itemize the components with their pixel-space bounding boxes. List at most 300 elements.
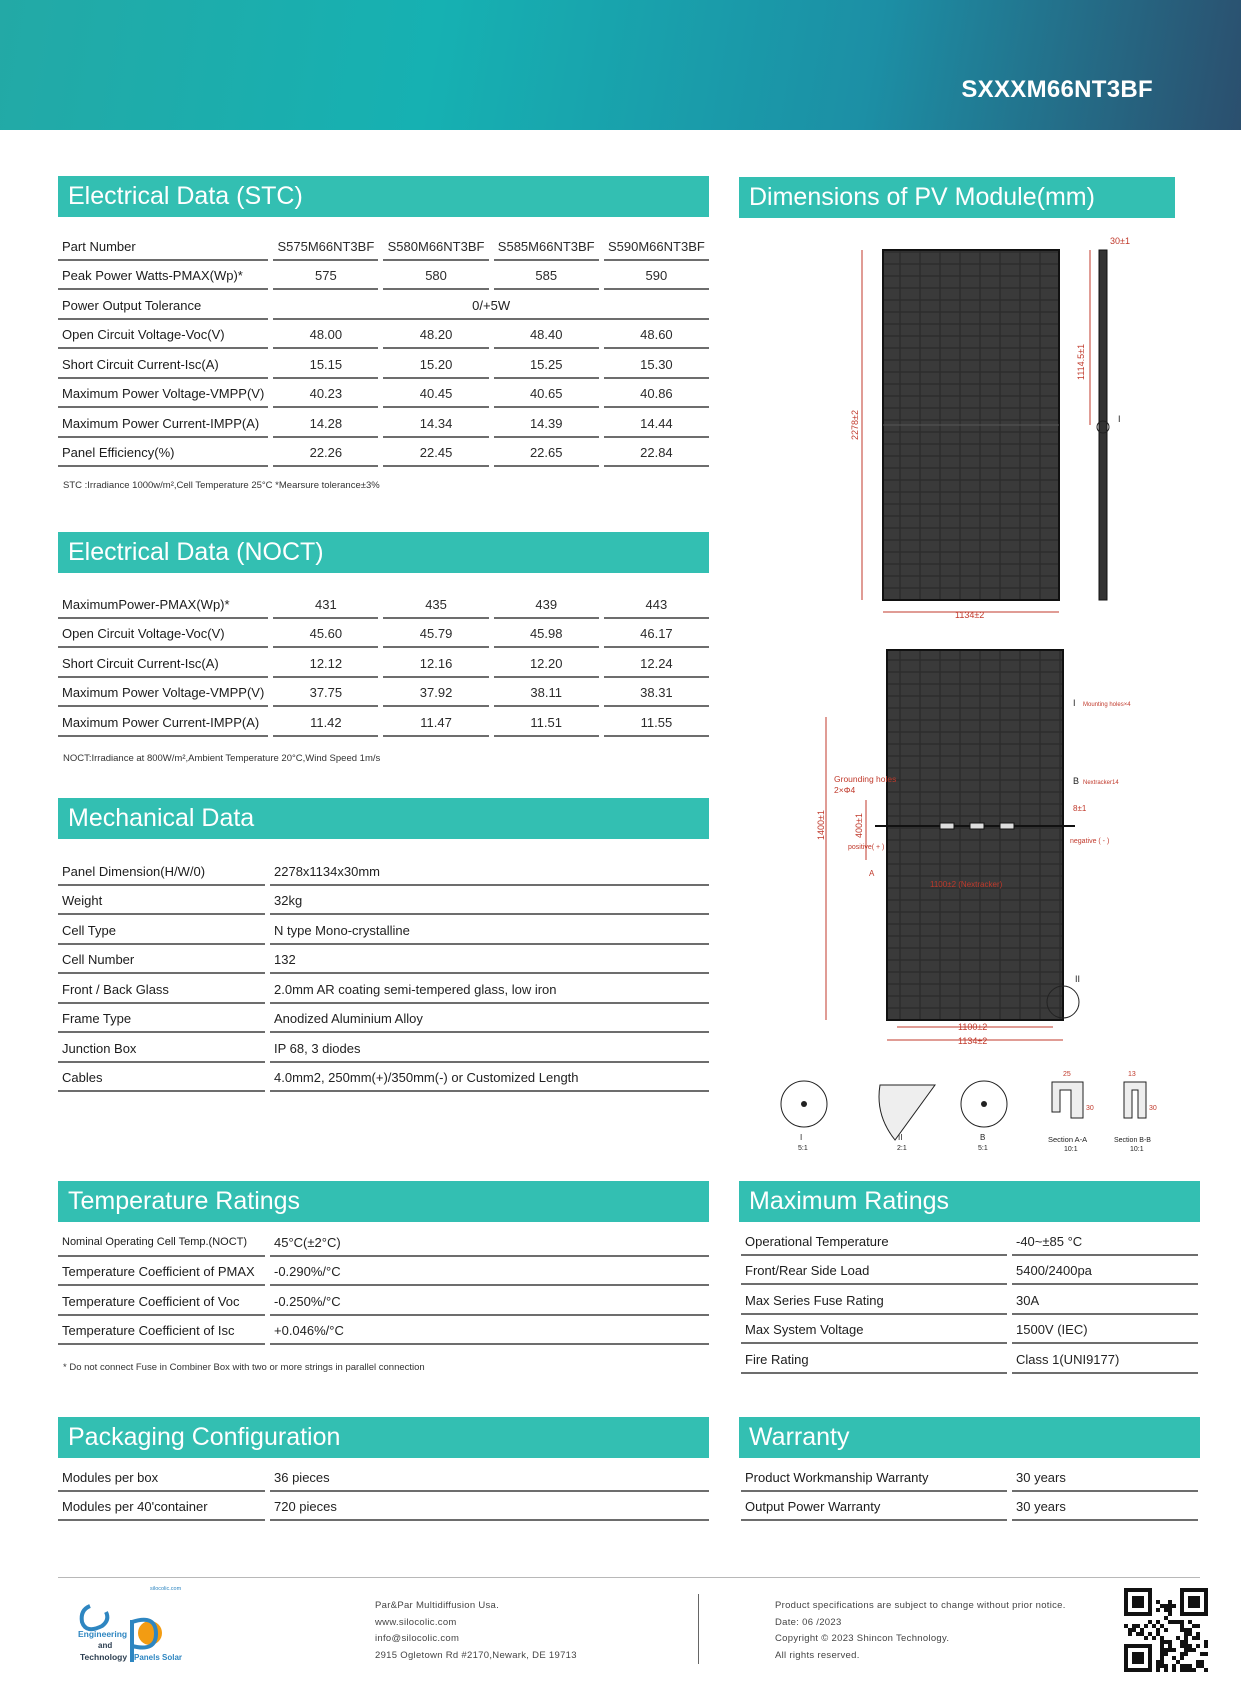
cell-value: 40.23 [273, 379, 378, 409]
table-row [58, 974, 709, 1004]
qr-module [1196, 1632, 1200, 1636]
b-mark: B [1073, 776, 1080, 786]
cell-value: 0/+5W [273, 290, 709, 320]
qr-module [1156, 1608, 1160, 1612]
section-aa-profile [1052, 1082, 1083, 1118]
qr-module [1184, 1640, 1188, 1644]
detail-i-name: I [800, 1133, 803, 1142]
module-back-view [887, 650, 1063, 1020]
qr-module [1192, 1668, 1196, 1672]
table-row [58, 1227, 709, 1257]
table-row [58, 678, 709, 708]
legal-rights: All rights reserved. [775, 1649, 860, 1661]
cell-value: 580 [383, 261, 488, 291]
table-row [58, 619, 709, 649]
table-row [58, 915, 709, 945]
logo-url: silocolic.com [150, 1586, 182, 1592]
table-row [58, 349, 709, 379]
row-label: Maximum Power Current-IMPP(A) [58, 408, 268, 438]
qr-module [1160, 1636, 1164, 1640]
cell-value: 14.28 [273, 408, 378, 438]
qr-module [1160, 1664, 1164, 1668]
legal-notice: Product specifications are subject to change without prior notice. [775, 1600, 1066, 1611]
row-label: Temperature Coefficient of Voc [58, 1286, 265, 1316]
table-row [58, 320, 709, 350]
dim-1100-nextracker: 1100±2 (Nextracker) [930, 880, 1003, 889]
cell-value: IP 68, 3 diodes [270, 1033, 709, 1063]
table-row [58, 290, 709, 320]
qr-module [1196, 1624, 1200, 1628]
junction-box [940, 823, 954, 829]
table-row [58, 1063, 709, 1093]
row-label: Output Power Warranty [741, 1492, 1007, 1522]
qr-module [1144, 1624, 1148, 1628]
cell-value: N type Mono-crystalline [270, 915, 709, 945]
cell-value: 36 pieces [270, 1462, 709, 1492]
qr-module [1204, 1668, 1208, 1672]
row-label: Product Workmanship Warranty [741, 1462, 1007, 1492]
qr-module [1132, 1624, 1136, 1628]
qr-module [1176, 1636, 1180, 1640]
stc-col-model: S580M66NT3BF [383, 231, 488, 261]
qr-module [1156, 1668, 1160, 1672]
cell-value: 48.60 [604, 320, 709, 350]
qr-code-icon[interactable] [1124, 1588, 1208, 1672]
row-label: Open Circuit Voltage-Voc(V) [58, 320, 268, 350]
table-row [58, 1462, 709, 1492]
cell-value: 14.39 [494, 408, 599, 438]
cell-value: 1500V (IEC) [1012, 1315, 1198, 1345]
qr-module [1164, 1648, 1168, 1652]
company-email[interactable]: info@silocolic.com [375, 1633, 460, 1644]
qr-module [1184, 1644, 1188, 1648]
cell-value: 12.16 [383, 648, 488, 678]
cell-value: 38.11 [494, 678, 599, 708]
warranty-table [736, 1462, 1203, 1521]
dim-400: 400±1 [854, 813, 864, 838]
table-row [741, 1285, 1198, 1315]
pv-module-drawing [798, 230, 1157, 1153]
dim-1400: 1400±1 [816, 810, 826, 840]
row-label: Cell Number [58, 945, 265, 975]
qr-module [1164, 1652, 1168, 1656]
section-aa-scale: 10:1 [1064, 1146, 1078, 1153]
cell-value: 720 pieces [270, 1492, 709, 1522]
cell-value: 40.65 [494, 379, 599, 409]
qr-module [1180, 1640, 1184, 1644]
qr-module [1196, 1664, 1200, 1668]
company-name: Par&Par Multidiffusion Usa. [375, 1600, 500, 1611]
cell-value: 11.42 [273, 707, 378, 737]
logo-e-glyph [82, 1606, 108, 1629]
table-row [58, 1492, 709, 1522]
table-row [58, 945, 709, 975]
ground-label-2: 2×Φ4 [834, 785, 856, 795]
stc-col-label: Part Number [58, 231, 268, 261]
ground-label: Grounding holes [834, 774, 897, 784]
qr-module [1192, 1636, 1196, 1640]
cell-value: 11.55 [604, 707, 709, 737]
qr-module [1152, 1624, 1156, 1628]
qr-module [1184, 1636, 1188, 1640]
dim-height: 2278±2 [850, 410, 860, 440]
cell-value: 12.24 [604, 648, 709, 678]
row-label: Panel Dimension(H/W/0) [58, 856, 265, 886]
cell-value: 22.26 [273, 438, 378, 468]
cell-value: 15.15 [273, 349, 378, 379]
cell-value: Class 1(UNI9177) [1012, 1344, 1198, 1374]
qr-module [1184, 1632, 1188, 1636]
cell-value: 585 [494, 261, 599, 291]
qr-module [1164, 1628, 1168, 1632]
qr-module [1172, 1664, 1176, 1668]
qr-module [1140, 1628, 1144, 1632]
table-row [58, 1257, 709, 1287]
detail-i-scale: 5:1 [798, 1145, 808, 1152]
legal-date: Date: 06 /2023 [775, 1616, 842, 1628]
cell-value: -0.290%/°C [270, 1257, 709, 1287]
section-bb-scale: 10:1 [1130, 1146, 1144, 1153]
table-row [741, 1492, 1198, 1522]
cell-value: 15.20 [383, 349, 488, 379]
table-row [58, 408, 709, 438]
qr-module [1184, 1628, 1188, 1632]
cell-value: -40~±85 °C [1012, 1226, 1198, 1256]
detail-i-hole [801, 1101, 807, 1107]
cell-value: 22.65 [494, 438, 599, 468]
cell-value: 45.79 [383, 619, 488, 649]
cell-value: 45.60 [273, 619, 378, 649]
row-label: Power Output Tolerance [58, 290, 268, 320]
table-row [58, 589, 709, 619]
detail-b-hole [981, 1101, 987, 1107]
qr-module [1168, 1644, 1172, 1648]
cell-value: 14.44 [604, 408, 709, 438]
row-label: Short Circuit Current-Isc(A) [58, 349, 268, 379]
qr-module [1196, 1636, 1200, 1640]
qr-module [1136, 1624, 1140, 1628]
qr-module [1200, 1652, 1204, 1656]
qr-module [1188, 1664, 1192, 1668]
cell-value: 38.31 [604, 678, 709, 708]
detail-ii-shape [879, 1085, 935, 1140]
detail-b-scale: 5:1 [978, 1145, 988, 1152]
qr-module [1164, 1616, 1168, 1620]
cell-value: 40.45 [383, 379, 488, 409]
cell-value: +0.046%/°C [270, 1316, 709, 1346]
cell-value: 32kg [270, 886, 709, 916]
junction-box [1000, 823, 1014, 829]
qr-module [1184, 1648, 1188, 1652]
stc-table [53, 231, 714, 467]
cell-value: 435 [383, 589, 488, 619]
b-label: Nextracker14 [1083, 780, 1119, 786]
qr-module [1172, 1620, 1176, 1624]
a-mark: A [869, 869, 875, 878]
cell-value: 132 [270, 945, 709, 975]
cell-value: 439 [494, 589, 599, 619]
dim-width-top: 1134±2 [955, 610, 985, 620]
qr-module [1192, 1648, 1196, 1652]
section-aa-name: Section A-A [1048, 1135, 1088, 1144]
row-label: Operational Temperature [741, 1226, 1007, 1256]
logo-word: Engineering [78, 1629, 128, 1639]
qr-module [1160, 1660, 1164, 1664]
mount-label: Mounting holes×4 [1083, 702, 1131, 708]
qr-module [1132, 1628, 1136, 1632]
qr-module [1180, 1652, 1184, 1656]
table-row [58, 707, 709, 737]
qr-module [1188, 1648, 1192, 1652]
table-row [58, 886, 709, 916]
qr-module [1160, 1644, 1164, 1648]
cell-value: 590 [604, 261, 709, 291]
stc-header-row [58, 231, 709, 261]
dims-section-title: Dimensions of PV Module(mm) [739, 177, 1175, 218]
legal-info [775, 1598, 1066, 1664]
qr-module [1196, 1660, 1200, 1664]
table-row [741, 1344, 1198, 1374]
qr-module [1156, 1632, 1160, 1636]
qr-module [1188, 1668, 1192, 1672]
table-row [58, 1004, 709, 1034]
qr-module [1168, 1608, 1172, 1612]
noct-note: NOCT:Irradiance at 800W/m²,Ambient Temperature 20°C,Wind Speed 1m/s [63, 753, 381, 764]
row-label: Frame Type [58, 1004, 265, 1034]
row-label: MaximumPower-PMAX(Wp)* [58, 589, 268, 619]
table-row [58, 1286, 709, 1316]
qr-module [1152, 1636, 1156, 1640]
qr-module [1156, 1660, 1160, 1664]
junction-box [970, 823, 984, 829]
noct-section-title: Electrical Data (NOCT) [58, 532, 709, 573]
cell-value: 45°C(±2°C) [270, 1227, 709, 1257]
detail-ii-scale: 2:1 [897, 1145, 907, 1152]
qr-module [1148, 1632, 1152, 1636]
cell-value: 11.51 [494, 707, 599, 737]
cell-value: 37.75 [273, 678, 378, 708]
cell-value: 443 [604, 589, 709, 619]
ii-label: II [1075, 974, 1081, 984]
row-label: Cables [58, 1063, 265, 1093]
qr-module [1164, 1664, 1168, 1668]
cell-value: 30 years [1012, 1492, 1198, 1522]
pack-table [53, 1462, 714, 1521]
section-aa-height: 30 [1086, 1105, 1094, 1112]
cell-value: 48.20 [383, 320, 488, 350]
qr-finder [1188, 1596, 1200, 1608]
noct-table [53, 589, 714, 737]
cell-value: 431 [273, 589, 378, 619]
qr-module [1172, 1604, 1176, 1608]
section-aa-width: 25 [1063, 1071, 1071, 1078]
qr-module [1184, 1652, 1188, 1656]
logo-word: Technology [80, 1652, 128, 1662]
positive-label: positive( + ) [848, 844, 885, 851]
qr-module [1180, 1628, 1184, 1632]
qr-module [1184, 1664, 1188, 1668]
module-side-view [1099, 250, 1107, 600]
qr-module [1188, 1620, 1192, 1624]
qr-module [1188, 1644, 1192, 1648]
section-bb-profile [1124, 1082, 1146, 1118]
mech-section-title: Mechanical Data [58, 798, 709, 839]
company-website[interactable]: www.silocolic.com [375, 1616, 457, 1628]
cell-value: Anodized Aluminium Alloy [270, 1004, 709, 1034]
max-table [736, 1226, 1203, 1374]
cell-value: 40.86 [604, 379, 709, 409]
cell-value: 4.0mm2, 250mm(+)/350mm(-) or Customized Length [270, 1063, 709, 1093]
qr-module [1164, 1608, 1168, 1612]
cell-value: 22.45 [383, 438, 488, 468]
qr-module [1160, 1656, 1164, 1660]
mount-mark: I [1073, 698, 1076, 708]
mech-table [53, 856, 714, 1092]
qr-module [1192, 1624, 1196, 1628]
cell-value: 12.20 [494, 648, 599, 678]
table-row [58, 261, 709, 291]
footer-separator [698, 1594, 699, 1664]
max-section-title: Maximum Ratings [739, 1181, 1200, 1222]
row-label: Front / Back Glass [58, 974, 265, 1004]
qr-module [1136, 1632, 1140, 1636]
qr-module [1124, 1624, 1128, 1628]
row-label: Peak Power Watts-PMAX(Wp)* [58, 261, 268, 291]
qr-module [1180, 1620, 1184, 1624]
cell-value: 2.0mm AR coating semi-tempered glass, low iron [270, 974, 709, 1004]
row-label: Weight [58, 886, 265, 916]
qr-module [1204, 1644, 1208, 1648]
logo-word: and [98, 1641, 113, 1650]
company-address: 2915 Ogletown Rd #2170,Newark, DE 19713 [375, 1649, 577, 1661]
row-label: Modules per 40'container [58, 1492, 265, 1522]
qr-module [1176, 1660, 1180, 1664]
row-label: Panel Efficiency(%) [58, 438, 268, 468]
table-row [58, 379, 709, 409]
row-label: Fire Rating [741, 1344, 1007, 1374]
table-row [741, 1256, 1198, 1286]
table-row [58, 438, 709, 468]
stc-col-model: S590M66NT3BF [604, 231, 709, 261]
qr-module [1184, 1668, 1188, 1672]
qr-finder [1132, 1652, 1144, 1664]
qr-module [1168, 1620, 1172, 1624]
cell-value: 15.25 [494, 349, 599, 379]
qr-module [1172, 1668, 1176, 1672]
table-row [58, 1316, 709, 1346]
qr-module [1168, 1612, 1172, 1616]
dim-depth: 30±1 [1110, 236, 1130, 246]
stc-col-model: S585M66NT3BF [494, 231, 599, 261]
qr-module [1204, 1640, 1208, 1644]
table-row [58, 648, 709, 678]
qr-module [1168, 1604, 1172, 1608]
company-info [375, 1598, 577, 1664]
qr-module [1180, 1664, 1184, 1668]
cell-value: 48.00 [273, 320, 378, 350]
qr-module [1160, 1652, 1164, 1656]
qr-module [1180, 1668, 1184, 1672]
cell-value: 2278x1134x30mm [270, 856, 709, 886]
qr-module [1180, 1656, 1184, 1660]
header-band [0, 0, 1241, 130]
table-row [58, 1033, 709, 1063]
section-bb-name: Section B-B [1114, 1137, 1151, 1144]
section-bb-width: 13 [1128, 1071, 1136, 1078]
cell-value: 14.34 [383, 408, 488, 438]
qr-module [1196, 1644, 1200, 1648]
cell-value: 15.30 [604, 349, 709, 379]
qr-module [1148, 1620, 1152, 1624]
table-row [741, 1226, 1198, 1256]
section-bb-height: 30 [1149, 1105, 1157, 1112]
table-row [741, 1315, 1198, 1345]
qr-module [1164, 1668, 1168, 1672]
dim-1134b: 1134±2 [958, 1036, 988, 1046]
row-label: Short Circuit Current-Isc(A) [58, 648, 268, 678]
row-label: Max Series Fuse Rating [741, 1285, 1007, 1315]
row-label: Cell Type [58, 915, 265, 945]
row-label: Temperature Coefficient of Isc [58, 1316, 265, 1346]
qr-module [1200, 1664, 1204, 1668]
footer-divider [58, 1577, 1200, 1578]
row-label: Temperature Coefficient of PMAX [58, 1257, 265, 1287]
qr-module [1188, 1628, 1192, 1632]
qr-module [1128, 1628, 1132, 1632]
table-row [741, 1462, 1198, 1492]
temp-note: * Do not connect Fuse in Combiner Box with two or more strings in parallel connection [63, 1362, 425, 1373]
cell-value: 46.17 [604, 619, 709, 649]
qr-module [1156, 1628, 1160, 1632]
temp-section-title: Temperature Ratings [58, 1181, 709, 1222]
qr-module [1168, 1600, 1172, 1604]
row-label: Junction Box [58, 1033, 265, 1063]
qr-module [1168, 1648, 1172, 1652]
qr-module [1164, 1604, 1168, 1608]
cell-value: 11.47 [383, 707, 488, 737]
cell-value: 30 years [1012, 1462, 1198, 1492]
cell-value: 30A [1012, 1285, 1198, 1315]
model-title: SXXXM66NT3BF [961, 76, 1153, 103]
temp-table [53, 1227, 714, 1345]
qr-module [1160, 1648, 1164, 1652]
cell-value: 45.98 [494, 619, 599, 649]
qr-module [1156, 1600, 1160, 1604]
detail-ii-name: II [898, 1133, 903, 1142]
qr-module [1144, 1636, 1148, 1640]
warranty-section-title: Warranty [739, 1417, 1200, 1458]
cell-value: 12.12 [273, 648, 378, 678]
row-label: Maximum Power Current-IMPP(A) [58, 707, 268, 737]
qr-module [1160, 1604, 1164, 1608]
row-label: Open Circuit Voltage-Voc(V) [58, 619, 268, 649]
qr-module [1200, 1660, 1204, 1664]
cell-value: -0.250%/°C [270, 1286, 709, 1316]
qr-module [1160, 1640, 1164, 1644]
pack-section-title: Packaging Configuration [58, 1417, 709, 1458]
logo-word: Panels Solar [134, 1653, 183, 1662]
legal-copyright: Copyright © 2023 Shincon Technology. [775, 1633, 950, 1644]
qr-module [1172, 1656, 1176, 1660]
row-label: Maximum Power Voltage-VMPP(V) [58, 678, 268, 708]
cell-value: 575 [273, 261, 378, 291]
row-label: Maximum Power Voltage-VMPP(V) [58, 379, 268, 409]
qr-module [1188, 1632, 1192, 1636]
qr-module [1168, 1640, 1172, 1644]
qr-module [1156, 1664, 1160, 1668]
qr-module [1156, 1620, 1160, 1624]
clearance-label: 8±1 [1073, 804, 1087, 813]
